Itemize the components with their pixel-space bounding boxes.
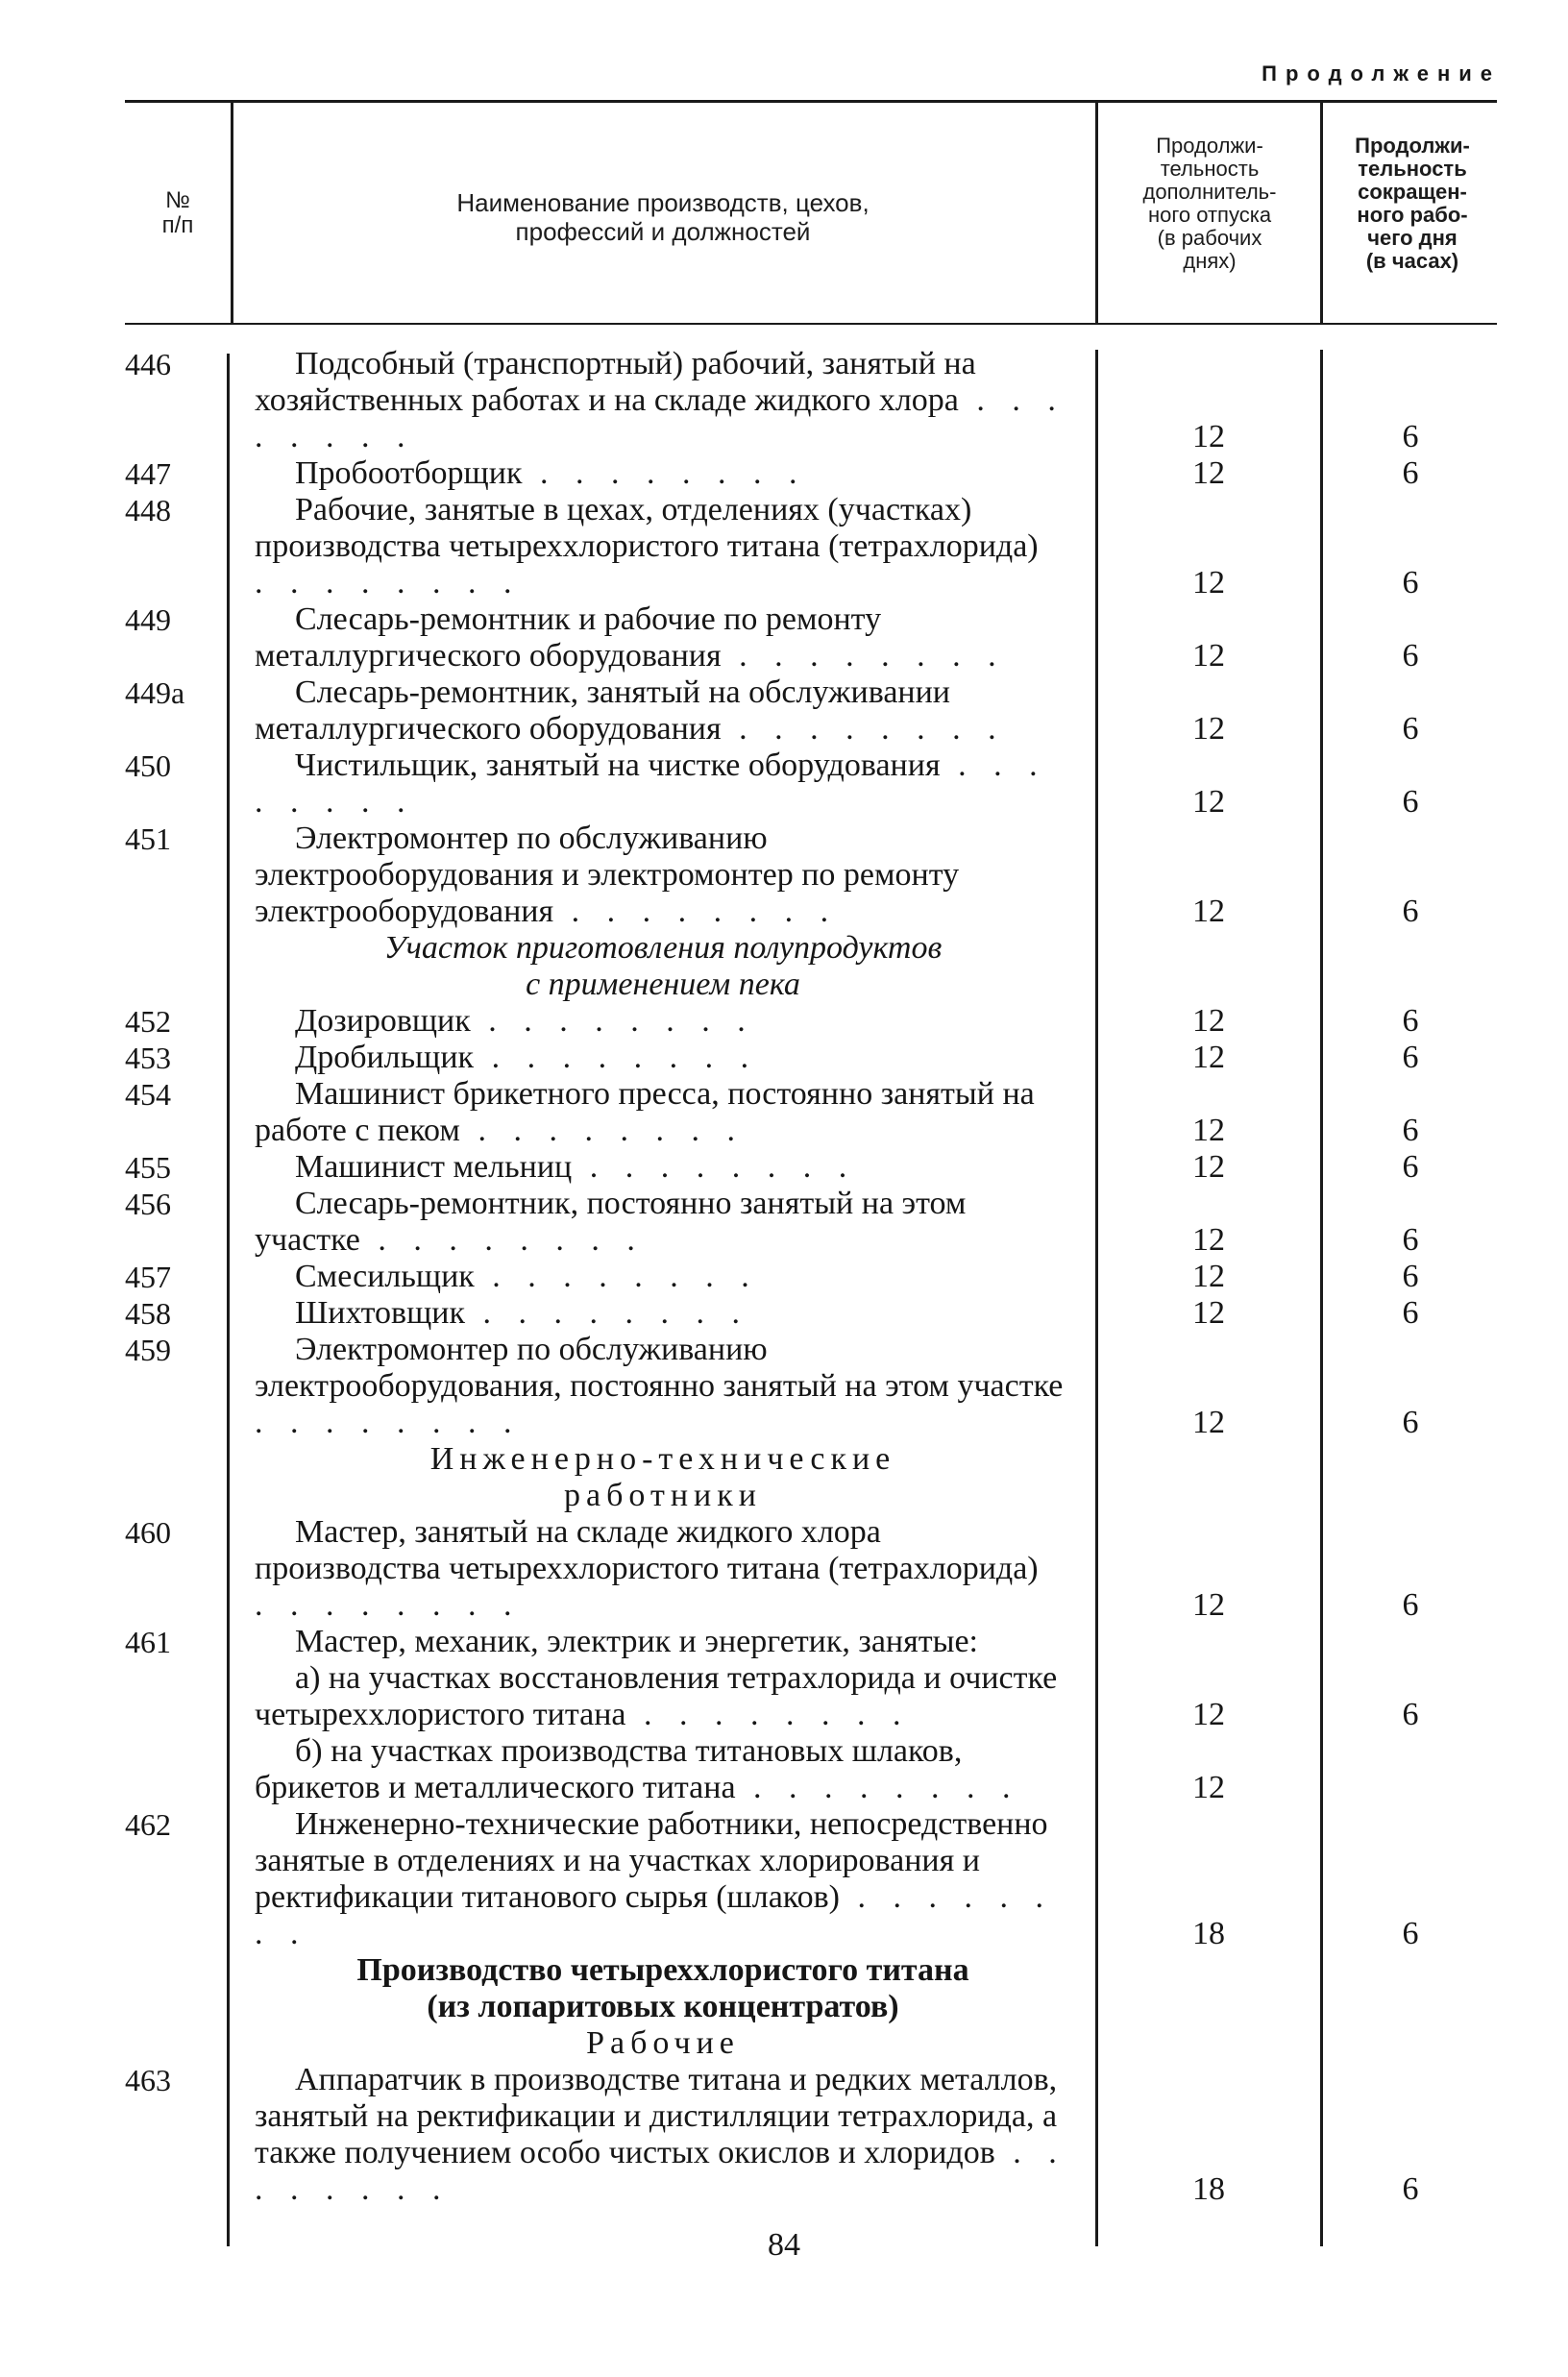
- workday-hours: 6: [1402, 455, 1419, 491]
- workday-hours: 6: [1402, 1222, 1419, 1258]
- leader-dots: . . . . . . . .: [255, 2135, 1066, 2207]
- table-row: [0, 747, 1568, 821]
- workday-hours: 6: [1402, 638, 1419, 674]
- workday-hours: 6: [1402, 894, 1419, 929]
- vacation-days: 12: [1192, 1003, 1225, 1039]
- vacation-days: 12: [1192, 419, 1225, 454]
- row-name: Подсобный (транспортный) рабочий, занятый на хозяйственных работах и на складе жидкого хлора: [255, 346, 976, 418]
- row-name: Электромонтер по обслуживанию электрооборудования и электромонтер по ремонту электрооборудования: [255, 821, 960, 929]
- vacation-days: 18: [1192, 2171, 1225, 2207]
- vacation-days: 12: [1192, 894, 1225, 929]
- workday-hours: 6: [1402, 1040, 1419, 1075]
- row-name: Дозировщик: [295, 1003, 471, 1039]
- leader-dots: . . . . . . . .: [721, 711, 1006, 747]
- row-name: Рабочие, занятые в цехах, отделениях (участках) производства четыреххлористого титана (тетрахлорида): [255, 492, 1039, 564]
- row-number: 460: [125, 1515, 171, 1550]
- section-title: Производство четыреххлористого титана (из лопаритовых концентратов): [356, 1952, 969, 2024]
- header-vacation: Продолжи- тельность дополнитель- ного отпуска (в рабочих днях): [1142, 134, 1277, 273]
- workday-hours: 6: [1402, 1113, 1419, 1148]
- row-number: 455: [125, 1150, 171, 1185]
- row-name: Электромонтер по обслуживанию электрооборудования, постоянно занятый на этом участке: [255, 1332, 1064, 1404]
- leader-dots: . . . . . . . .: [735, 1770, 1020, 1805]
- row-number: 447: [125, 456, 171, 491]
- row-name: Мастер, занятый на складе жидкого хлора производства четыреххлористого титана (тетрахлорида): [255, 1514, 1039, 1586]
- workday-hours: 6: [1402, 565, 1419, 600]
- row-name: Чистильщик, занятый на чистке оборудования: [295, 747, 941, 783]
- vacation-days: 12: [1192, 1770, 1225, 1805]
- row-name: Аппаратчик в производстве титана и редких металлов, занятый на ректификации и дистилляции тетрахлорида, а также получением особо чистых окислов и хлоридов: [255, 2062, 1058, 2170]
- vacation-days: 12: [1192, 455, 1225, 491]
- row-number: 459: [125, 1333, 171, 1367]
- workday-hours: 6: [1402, 1003, 1419, 1039]
- header-num: № п/п: [161, 187, 194, 238]
- row-name: Мастер, механик, электрик и энергетик, занятые:: [295, 1624, 978, 1659]
- table-row: [0, 1514, 1568, 1624]
- vacation-days: 12: [1192, 711, 1225, 747]
- leader-dots: . . . . . . . .: [255, 1587, 522, 1623]
- workday-hours: 6: [1402, 2171, 1419, 2207]
- table-row: [0, 674, 1568, 747]
- table-row: [0, 1149, 1568, 1186]
- vacation-days: 12: [1192, 1259, 1225, 1294]
- leader-dots: . . . . . . . .: [625, 1697, 911, 1732]
- row-number: 450: [125, 748, 171, 783]
- workday-hours: 6: [1402, 1149, 1419, 1185]
- row-name: Машинист мельниц: [295, 1149, 573, 1185]
- workday-hours: 6: [1402, 1295, 1419, 1331]
- column-divider-num: [231, 102, 233, 323]
- workday-hours: 6: [1402, 1587, 1419, 1623]
- leader-dots: . . . . . . . .: [572, 1149, 857, 1185]
- workday-hours: 6: [1402, 784, 1419, 820]
- row-number: 449: [125, 602, 171, 637]
- section-heading: [0, 2025, 1568, 2062]
- row-number: 452: [125, 1004, 171, 1039]
- section-title: Участок приготовления полупродуктов с применением пека: [383, 930, 943, 1002]
- row-name: б) на участках производства титановых шлаков, брикетов и металлического титана: [255, 1733, 963, 1805]
- leader-dots: . . . . . . . .: [721, 638, 1006, 674]
- row-number: 458: [125, 1296, 171, 1331]
- vacation-days: 12: [1192, 1697, 1225, 1732]
- row-name: Пробоотборщик: [295, 455, 523, 491]
- leader-dots: . . . . . . . .: [470, 1003, 755, 1039]
- workday-hours: 6: [1402, 1259, 1419, 1294]
- workday-hours: 6: [1402, 1697, 1419, 1732]
- workday-hours: 6: [1402, 1405, 1419, 1440]
- vacation-days: 12: [1192, 1149, 1225, 1185]
- row-name: Шихтовщик: [295, 1295, 466, 1331]
- leader-dots: . . . . . . . .: [255, 747, 1047, 820]
- workday-hours: 6: [1402, 711, 1419, 747]
- row-name: Слесарь-ремонтник и рабочие по ремонту металлургического оборудования: [255, 601, 882, 674]
- vacation-days: 12: [1192, 784, 1225, 820]
- leader-dots: . . . . . . . .: [465, 1295, 750, 1331]
- table-row: [0, 601, 1568, 674]
- leader-dots: . . . . . . . .: [255, 1879, 1053, 1951]
- vacation-days: 18: [1192, 1916, 1225, 1951]
- table-row: [0, 1295, 1568, 1332]
- continuation-label: Продолжение: [1262, 61, 1501, 86]
- vacation-days: 12: [1192, 638, 1225, 674]
- table-row: [0, 1040, 1568, 1076]
- table-row: [0, 1076, 1568, 1149]
- workday-hours: 6: [1402, 419, 1419, 454]
- row-name: Слесарь-ремонтник, занятый на обслуживании металлургического оборудования: [255, 674, 950, 747]
- table-row: [0, 346, 1568, 455]
- table-row: [0, 1259, 1568, 1295]
- row-name: Слесарь-ремонтник, постоянно занятый на этом участке: [255, 1186, 967, 1258]
- column-divider-name: [1095, 102, 1098, 325]
- vacation-days: 12: [1192, 1295, 1225, 1331]
- vacation-days: 12: [1192, 1040, 1225, 1075]
- header-bottom-rule: [125, 323, 1497, 325]
- row-name: Инженерно-технические работники, непосредственно занятые в отделениях и на участках хлорирования и ректификации титанового сырья (шлаков): [255, 1806, 1048, 1915]
- table-row: [0, 1332, 1568, 1441]
- leader-dots: . . . . . . . .: [553, 894, 839, 929]
- section-title: Инженерно-технические работники: [429, 1441, 896, 1513]
- vacation-days: 12: [1192, 1587, 1225, 1623]
- header-name: Наименование производств, цехов, профессий и должностей: [456, 188, 870, 246]
- row-number: 457: [125, 1260, 171, 1294]
- table-row: [0, 1624, 1568, 1660]
- row-number: 463: [125, 2063, 171, 2097]
- row-name: Смесильщик: [295, 1259, 475, 1294]
- row-name: Дробильщик: [295, 1040, 475, 1075]
- table-body: [0, 346, 1568, 2208]
- row-number: 448: [125, 493, 171, 527]
- leader-dots: . . . . . . . .: [474, 1259, 759, 1294]
- row-number: 453: [125, 1041, 171, 1075]
- table-row: [0, 1733, 1568, 1806]
- table-row: [0, 2062, 1568, 2208]
- row-number: 446: [125, 347, 171, 381]
- table-row: [0, 455, 1568, 492]
- leader-dots: . . . . . . . .: [255, 565, 522, 600]
- table-row: [0, 821, 1568, 930]
- table-top-rule: [125, 100, 1497, 103]
- vacation-days: 12: [1192, 1113, 1225, 1148]
- vacation-days: 12: [1192, 565, 1225, 600]
- row-number: 456: [125, 1187, 171, 1221]
- page-number: 84: [768, 2227, 800, 2263]
- row-name: а) на участках восстановления тетрахлорида и очистке четыреххлористого титана: [255, 1660, 1058, 1732]
- workday-hours: 6: [1402, 1916, 1419, 1951]
- leader-dots: . . . . . . . .: [359, 1222, 645, 1258]
- section-heading: [0, 930, 1568, 1003]
- section-heading: [0, 1952, 1568, 2025]
- row-number: 454: [125, 1077, 171, 1112]
- leader-dots: . . . . . . . .: [255, 382, 1066, 454]
- table-row: [0, 492, 1568, 601]
- row-name: Машинист брикетного пресса, постоянно занятый на работе с пеком: [255, 1076, 1035, 1148]
- vacation-days: 12: [1192, 1405, 1225, 1440]
- header-workday: Продолжи- тельность сокращен- ного рабо- чего дня (в часах): [1355, 134, 1470, 273]
- table-row: [0, 1003, 1568, 1040]
- table-row: [0, 1806, 1568, 1952]
- row-number: 462: [125, 1807, 171, 1842]
- leader-dots: . . . . . . . .: [474, 1040, 759, 1075]
- column-divider-vacation: [1320, 102, 1323, 325]
- table-row: [0, 1186, 1568, 1259]
- leader-dots: . . . . . . . .: [255, 1405, 522, 1440]
- section-heading: [0, 1441, 1568, 1514]
- vacation-days: 12: [1192, 1222, 1225, 1258]
- table-row: [0, 1660, 1568, 1733]
- row-number: 461: [125, 1625, 171, 1659]
- row-number: 449а: [125, 675, 185, 710]
- row-number: 451: [125, 821, 171, 856]
- leader-dots: . . . . . . . .: [459, 1113, 745, 1148]
- leader-dots: . . . . . . . .: [522, 455, 807, 491]
- section-title: Рабочие: [586, 2025, 740, 2061]
